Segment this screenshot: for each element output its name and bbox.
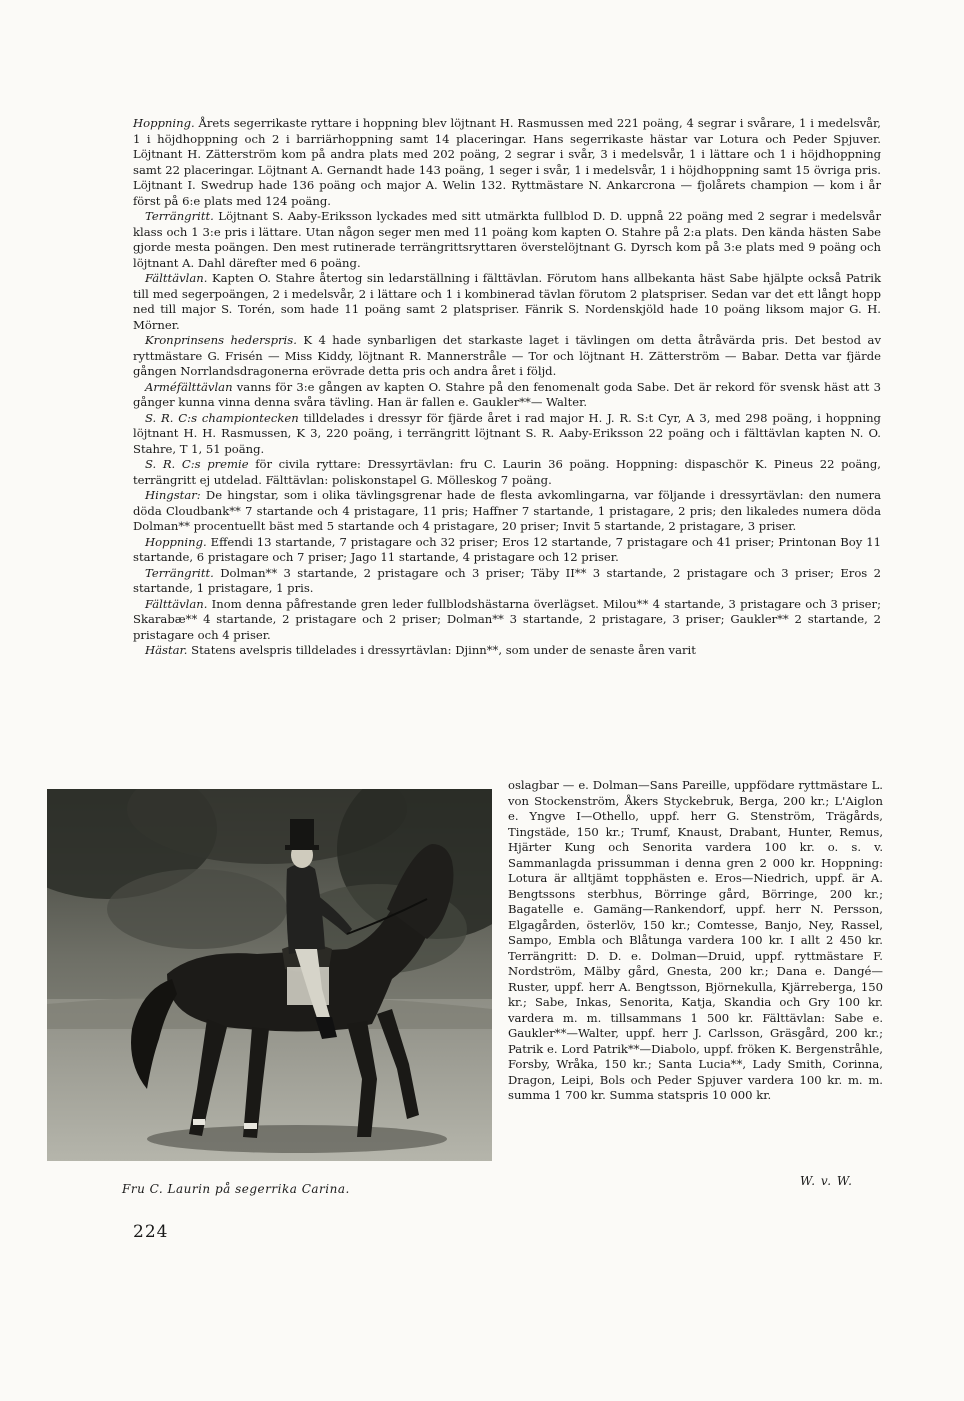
paragraph-lead: Terrängritt.: [145, 209, 214, 223]
paragraph-text: K 4 hade synbarligen det starkaste laget i tävlingen om detta åtråvärda pris. Det bestod av ryttmästare G. Frisén — Miss Kiddy, löjtnant R. Mannerstråle — Tor och löjtnant H. Zätterström — Babar. Detta var fjärde gången Norrlandsdragonerna erövrade detta pris och andra året i följd.: [133, 333, 881, 378]
paragraph-lead: Hoppning.: [145, 534, 207, 549]
paragraph-text: Årets segerrikaste ryttare i hoppning blev löjtnant H. Rasmussen med 221 poäng, 4 segrar i svårare, 1 i medelsvår, 1 i höjdhoppning och 2 i barriärhoppning samt 14 placeringar. Hans segerrikaste hästar var Lotura och Peder Spjuver. Löjtnant H. Zätterström kom på andra plats med 202 poäng, 2 segrar i svår, 3 i medelsvår, 1 i lättare och 1 i höjdhoppning samt 22 placeringar. Löjtnant A. Gernandt hade 143 poäng, 1 seger i svår, 1 i medelsvår, 1 i höjdhoppning samt 15 övriga pris. Löjtnant I. Swedrup hade 136 poäng och major A. Welin 132. Ryttmästare N. Ankarcrona — fjolårets champion — kom i år först på 6:e plats med 124 poäng.: [133, 116, 881, 208]
paragraph-hastar: [133, 643, 881, 659]
paragraph-hingstar: [133, 488, 881, 535]
paragraph-championtecken: [133, 411, 881, 458]
paragraph-falttavlan: [133, 271, 881, 333]
paragraph-lead: Hästar.: [145, 643, 188, 657]
paragraph-hingstar-terrangritt: [133, 566, 881, 597]
paragraph-armefalttavlan: [133, 380, 881, 411]
paragraph-premie: [133, 457, 881, 488]
horse-rider-illustration: [47, 789, 492, 1161]
paragraph-hingstar-hoppning: [133, 535, 881, 566]
paragraph-text: för civila ryttare: Dressyrtävlan: fru C. Laurin 36 poäng. Hoppning: dispaschör K. Pineus 22 poäng, terrängritt ej utdelad. Fälttävlan: poliskonstapel G. Mölleskog 7 poäng.: [133, 457, 881, 487]
paragraph-hingstar-falttavlan: [133, 597, 881, 644]
main-text-block: [133, 116, 881, 659]
paragraph-lead: Hingstar:: [145, 488, 201, 502]
paragraph-lead: Arméfälttävlan: [145, 379, 233, 394]
paragraph-lead: S. R. C:s premie: [145, 457, 249, 471]
paragraph-text: tilldelades i dressyr för fjärde året i rad major H. J. R. S:t Cyr, A 3, med 298 poäng, i hoppning löjtnant H. H. Rasmussen, K 3, 220 poäng, i terrängritt löjtnant S. R. Aaby-Eriksson 22 poäng och i fälttävlan kapten N. O. Stahre, T 1, 51 poäng.: [133, 410, 881, 456]
paragraph-lead: Kronprinsens hederspris.: [145, 333, 297, 347]
paragraph-text: De hingstar, som i olika tävlingsgrenar hade de flesta avkomlingarna, var följande i dressyrtävlan: den numera döda Cloudbank** 7 startande och 4 pristagare, 11 pris; Haffner 7 startande, 1 pristagare, 2 pris; den likaledes numera döda Dolman** procentuellt bäst med 5 startande och 4 pristagare, 20 priser; Invit 5 startande, 2 pristagare, 3 priser.: [133, 488, 881, 533]
page-number: 224: [133, 1222, 169, 1242]
paragraph-text: Dolman** 3 startande, 2 pristagare och 3 priser; Täby II** 3 startande, 2 pristagare och 3 priser; Eros 2 startande, 1 pristagare, 1 pris.: [133, 565, 881, 595]
photo-caption: Fru C. Laurin på segerrika Carina.: [122, 1182, 350, 1196]
author-signature: W. v. W.: [800, 1174, 853, 1188]
horse-rider-photo: [47, 789, 492, 1161]
paragraph-kronprinsens: [133, 333, 881, 380]
paragraph-lead: S. R. C:s championtecken: [145, 410, 299, 425]
paragraph-text: Kapten O. Stahre återtog sin ledarställning i fälttävlan. Förutom hans allbekanta häst Sabe hjälpte också Patrik till med segerpoängen, 2 i medelsvår, 2 i lättare och 1 i kombinerad tävlan förutom 2 platspriser. Sedan var det ett långt hopp ned till major S. Torén, som hade 11 poäng samt 2 platspriser. Fänrik S. Nordenskjöld hade 10 poäng liksom major G. H. Mörner.: [133, 271, 881, 332]
paragraph-lead: Hoppning.: [133, 116, 195, 130]
paragraph-lead: Terrängritt.: [145, 565, 214, 580]
paragraph-hoppning: [133, 116, 881, 209]
right-column-text: oslagbar — e. Dolman—Sans Pareille, uppfödare ryttmästare L. von Stockenström, Åkers Styckebruk, Berga, 200 kr.; L'Aiglon e. Yngve I—Othello, uppf. herr G. Stenström, Trägårds, Tingstäde, 150 kr.; Trumf, Knaust, Drabant, Hunter, Remus, Hjärter Kung och Senorita vardera 100 kr. o. s. v. Sammanlagda prissumman i denna gren 2 000 kr. Hoppning: Lotura är alltjämt topphästen e. Eros—Niedrich, uppf. är A. Bengtssons sterbhus, Börringe gård, Börringe, 200 kr.; Bagatelle e. Gamäng—Rankendorf, uppf. herr N. Persson, Elgagården, österlöv, 150 kr.; Comtesse, Banjo, Ney, Rassel, Sampo, Embla och Blåtunga vardera 100 kr. I allt 2 450 kr. Terrängritt: D. D. e. Dolman—Druid, uppf. ryttmästare F. Nordström, Mälby gård, Gnesta, 200 kr.; Dana e. Dangé—Ruster, uppf. herr A. Bengtsson, Björnekulla, Kjärreberga, 150 kr.; Sabe, Inkas, Senorita, Katja, Skandia och Gry 100 kr. vardera m. m. tillsammans 1 500 kr. Fälttävlan: Sabe e. Gaukler**—Walter, uppf. herr J. Carlsson, Gräsgård, 200 kr.; Patrik e. Lord Patrik**—Diabolo, uppf. fröken K. Bergenstråhle, Forsby, Wråka, 150 kr.; Santa Lucia**, Lady Smith, Corinna, Dragon, Leipi, Bols och Peder Spjuver vardera 100 kr. m. m. summa 1 700 kr. Summa statspris 10 000 kr.: [508, 778, 883, 1102]
paragraph-text: Inom denna påfrestande gren leder fullblodshästarna överlägset. Milou** 4 startande, 3 pristagare och 3 priser; Skarabæ** 4 startande, 2 pristagare och 2 priser; Dolman** 3 startande, 2 pristagare, 3 priser; Gaukler** 2 startande, 2 pristagare och 4 priser.: [133, 596, 881, 642]
paragraph-text: vanns för 3:e gången av kapten O. Stahre på den fenomenalt goda Sabe. Det är rekord för svensk häst att 3 gånger kunna vinna denna svåra tävling. Han är fallen e. Gaukler**— Walter.: [133, 379, 881, 409]
paragraph-text: Statens avelspris tilldelades i dressyrtävlan: Djinn**, som under de senaste åren varit: [187, 643, 696, 657]
paragraph-lead: Fälttävlan.: [145, 271, 208, 285]
paragraph-text: Löjtnant S. Aaby-Eriksson lyckades med sitt utmärkta fullblod D. D. uppnå 22 poäng med 2 segrar i medelsvår klass och 1 3:e pris i lättare. Utan någon seger men med 11 poäng kom kapten O. Stahre på 2:a plats. Den kända hästen Sabe gjorde mesta poängen. Den mest rutinerade terrängrittsryttaren överstelöjtnant G. Dyrsch kom på 3:e plats med 9 poäng och löjtnant A. Dahl därefter med 6 poäng.: [133, 209, 881, 270]
paragraph-text: Effendi 13 startande, 7 pristagare och 32 priser; Eros 12 startande, 7 pristagare och 41 priser; Printonan Boy 11 startande, 6 pristagare och 7 priser; Jago 11 startande, 4 pristagare och 12 priser.: [133, 534, 881, 564]
paragraph-lead: Fälttävlan.: [145, 596, 208, 611]
paragraph-terrangritt: [133, 209, 881, 271]
